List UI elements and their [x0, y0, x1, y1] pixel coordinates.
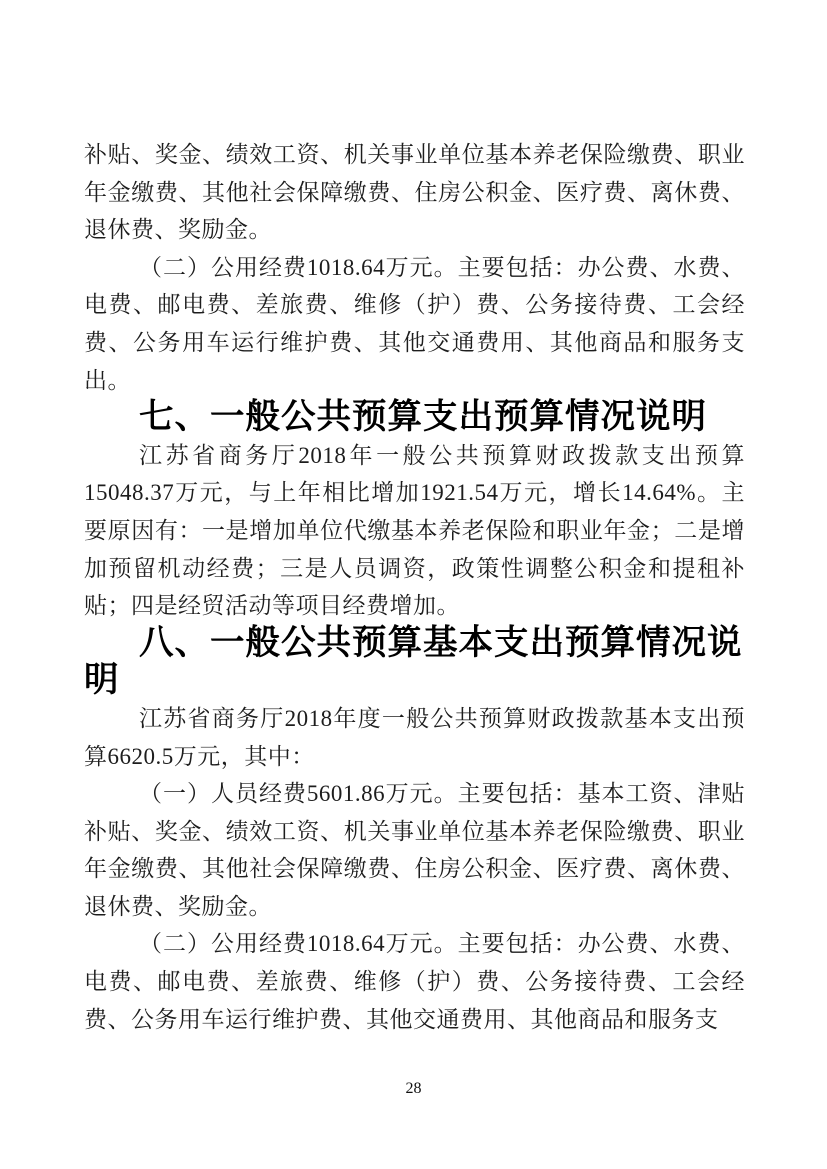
- paragraph-section-7-body: 江苏省商务厅2018年一般公共预算财政拨款支出预算15048.37万元，与上年相比增加1921.54万元，增长14.64%。主要原因有：一是增加单位代缴基本养老保险和职业年金；二是增加预留机动经费；三是人员调资，政策性调整公积金和提租补贴；四是经贸活动等项目经费增加。: [84, 442, 745, 619]
- page-number: 28: [405, 1080, 422, 1097]
- page-footer: [0, 1078, 827, 1100]
- paragraph-personnel-expense-items-continued: 补贴、奖金、绩效工资、机关事业单位基本养老保险缴费、职业年金缴费、其他社会保障缴费、住房公积金、医疗费、离休费、退休费、奖励金。: [84, 142, 745, 243]
- heading-section-8-basic-expenditure: 八、一般公共预算基本支出预算情况说明: [84, 623, 743, 700]
- paragraph-public-expense-cutoff: （二）公用经费1018.64万元。主要包括：办公费、水费、电费、邮电费、差旅费、维修（护）费、公务接待费、工会经费、公务用车运行维护费、其他交通费用、其他商品和服务支: [84, 931, 745, 1032]
- paragraph-personnel-expense: （一）人员经费5601.86万元。主要包括：基本工资、津贴补贴、奖金、绩效工资、机关事业单位基本养老保险缴费、职业年金缴费、其他社会保障缴费、住房公积金、医疗费、离休费、退休费、奖励金。: [84, 781, 745, 919]
- paragraph-section-8-intro: 江苏省商务厅2018年度一般公共预算财政拨款基本支出预算6620.5万元，其中：: [84, 705, 745, 769]
- document-body: [84, 136, 745, 1038]
- paragraph-public-expense-section6: （二）公用经费1018.64万元。主要包括：办公费、水费、电费、邮电费、差旅费、维修（护）费、公务接待费、工会经费、公务用车运行维护费、其他交通费用、其他商品和服务支出。: [84, 254, 745, 393]
- heading-section-7-general-budget-expenditure: 七、一般公共预算支出预算情况说明: [139, 398, 707, 437]
